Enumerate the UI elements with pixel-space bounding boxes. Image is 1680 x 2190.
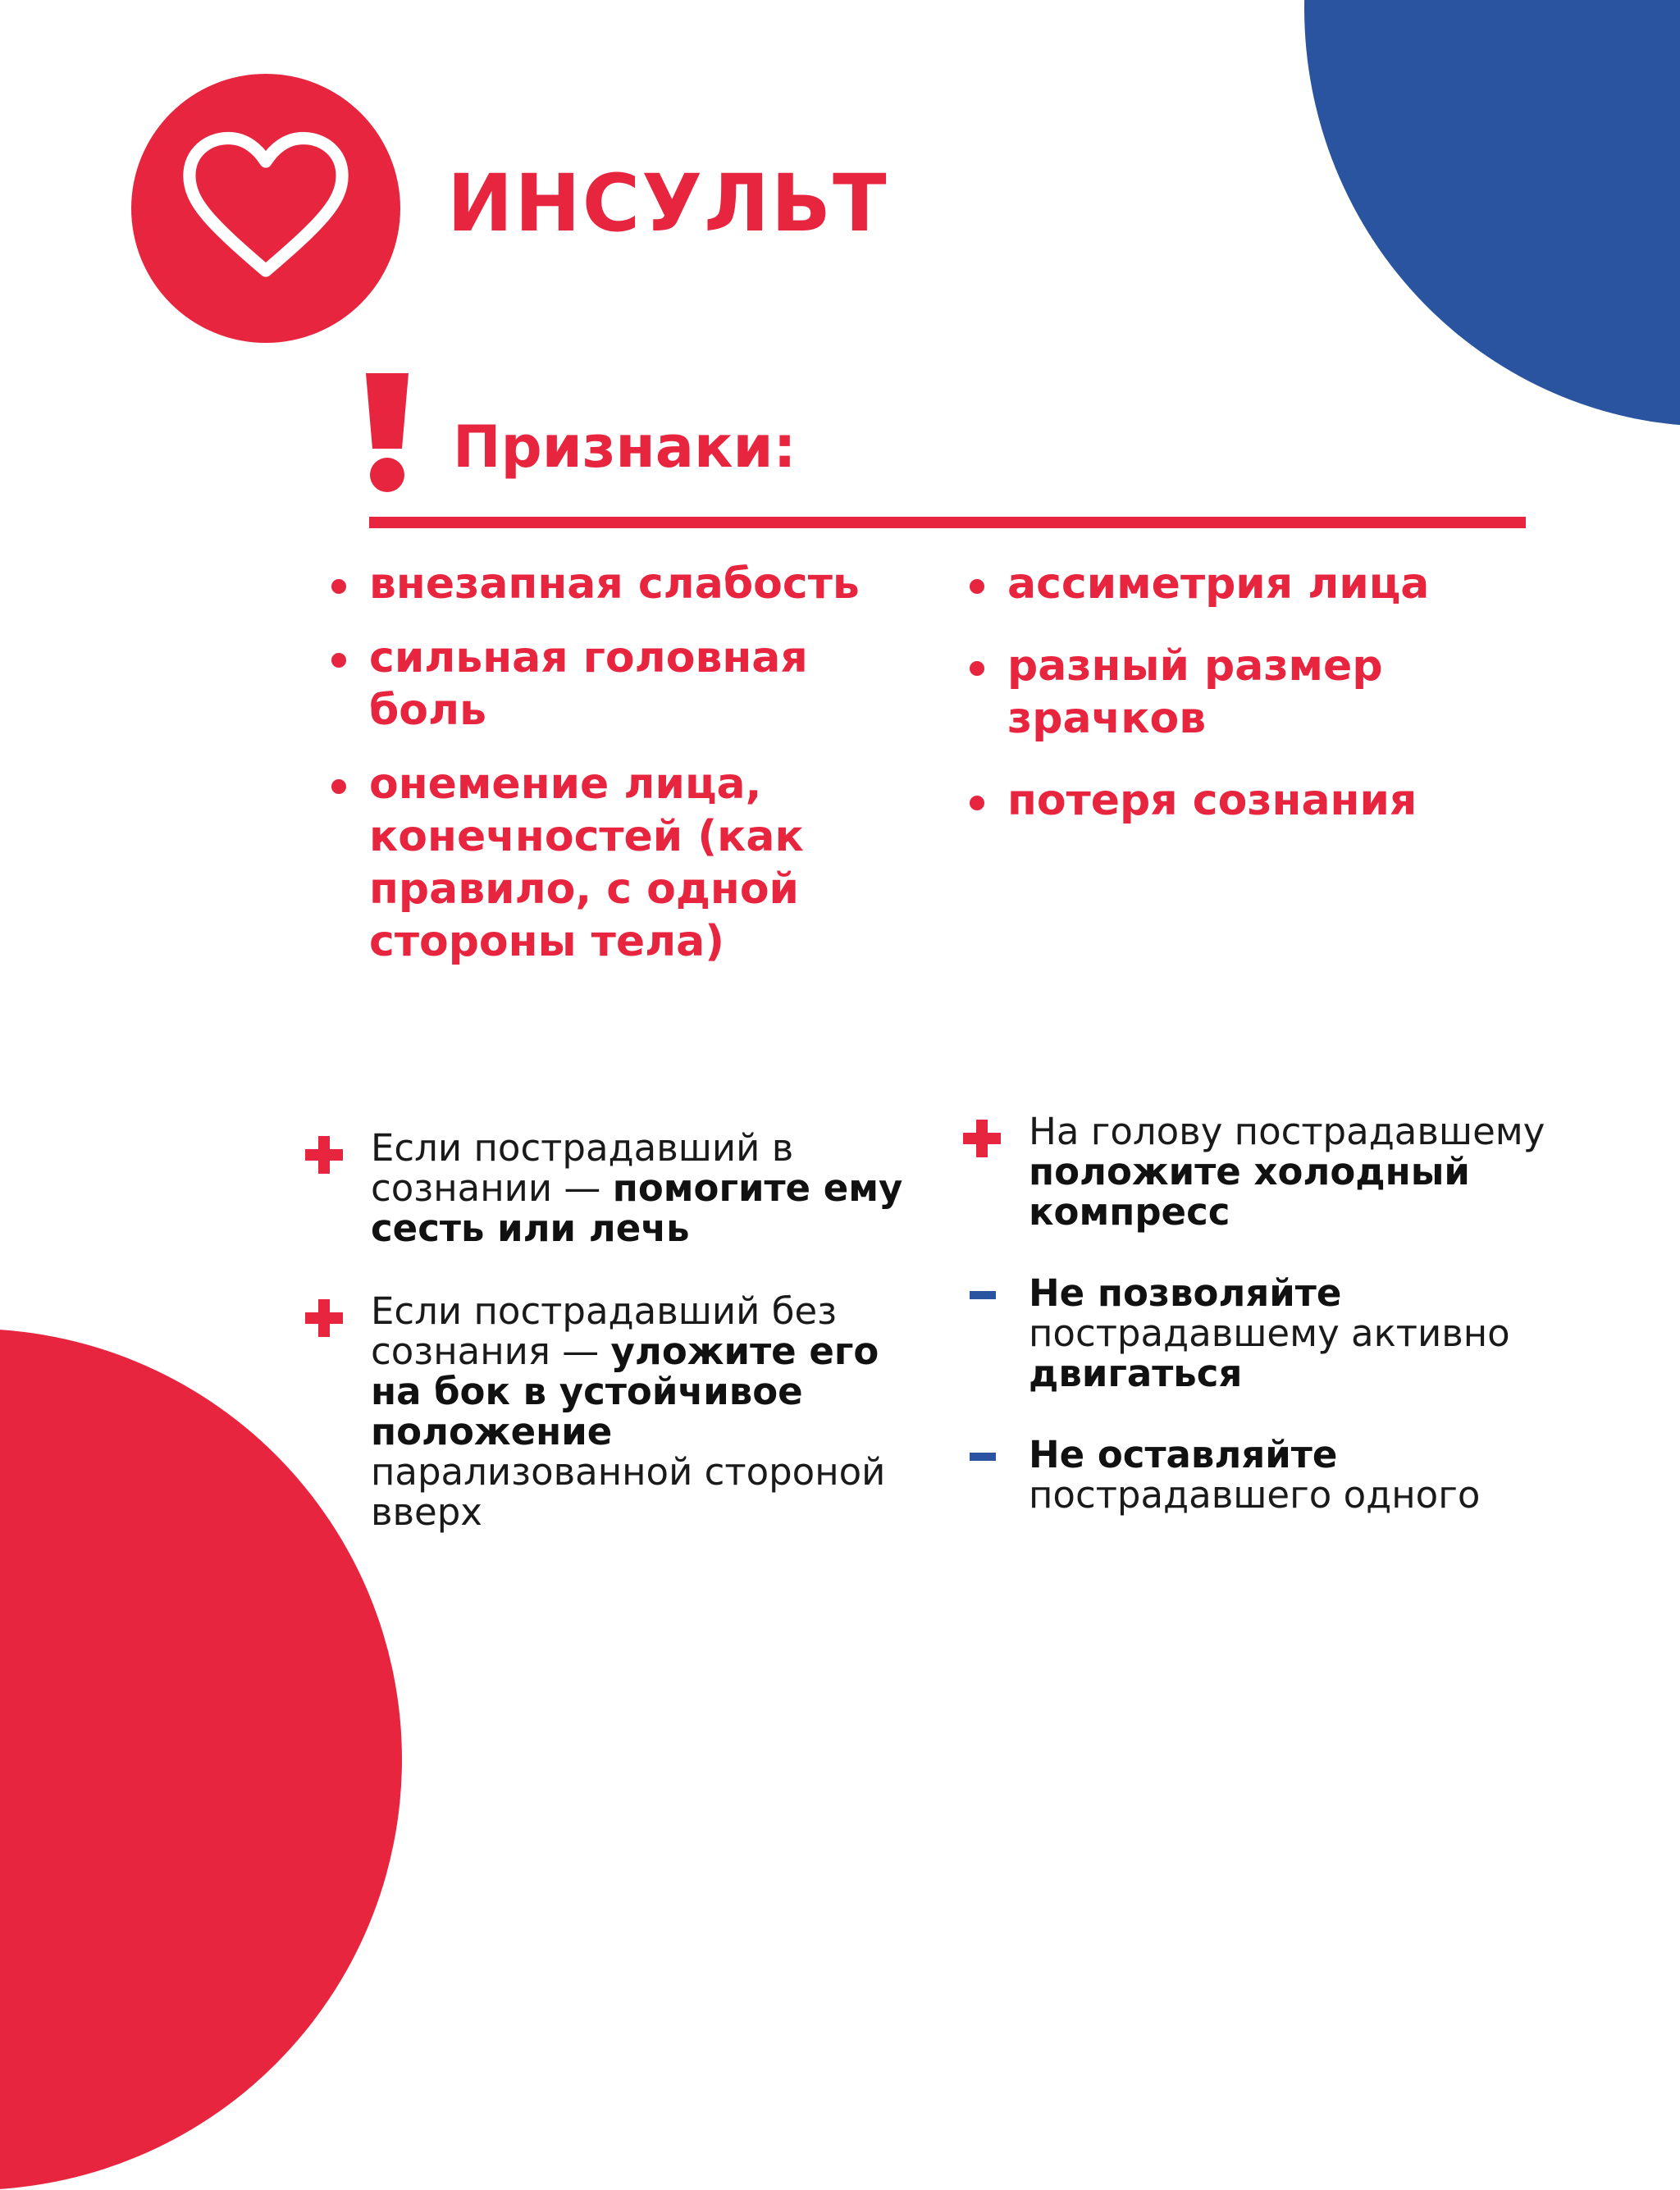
action-item-do: Если пострадавший в сознании — помогите ему сесть или лечь	[302, 1128, 942, 1248]
sign-item: ассиметрия лица	[966, 558, 1541, 610]
divider	[369, 517, 1526, 528]
action-item-do: Если пострадавший без сознания — уложите его на бок в устойчивое положение парализованной стороной вверх	[302, 1291, 942, 1532]
minus-icon	[970, 1291, 996, 1299]
action-item-dont: Не позволяйте пострадавшему активно двигаться	[960, 1273, 1632, 1394]
sign-item: онемение лица, конечностей (как правило, с одной стороны тела)	[328, 758, 886, 968]
plus-icon	[305, 1299, 343, 1337]
bullet-icon	[970, 661, 984, 676]
signs-heading: Признаки:	[453, 413, 797, 481]
signs-list-left	[328, 558, 886, 989]
actions-list-right	[960, 1111, 1632, 1556]
signs-list-right	[966, 558, 1541, 856]
sign-item: потеря сознания	[966, 774, 1541, 827]
sign-item: внезапная слабость	[328, 558, 886, 610]
actions-list-left	[302, 1128, 942, 1575]
action-item-dont: Не оставляйте пострадавшего одного	[960, 1435, 1632, 1515]
heart-icon	[180, 130, 352, 286]
heart-badge	[131, 74, 400, 343]
plus-icon	[305, 1136, 343, 1174]
bullet-icon	[331, 779, 346, 794]
bullet-icon	[331, 579, 346, 594]
page-title: ИНСУЛЬТ	[447, 157, 888, 249]
action-item-do: На голову пострадавшему положите холодный компресс	[960, 1111, 1632, 1232]
bullet-icon	[970, 579, 984, 594]
plus-icon	[963, 1120, 1001, 1157]
bullet-icon	[970, 796, 984, 810]
sign-item: сильная головная боль	[328, 632, 886, 737]
exclamation-icon	[354, 373, 420, 492]
minus-icon	[970, 1453, 996, 1461]
sign-item: разный размер зрачков	[966, 640, 1541, 745]
decorative-blue-circle	[1304, 0, 1680, 427]
bullet-icon	[331, 653, 346, 668]
